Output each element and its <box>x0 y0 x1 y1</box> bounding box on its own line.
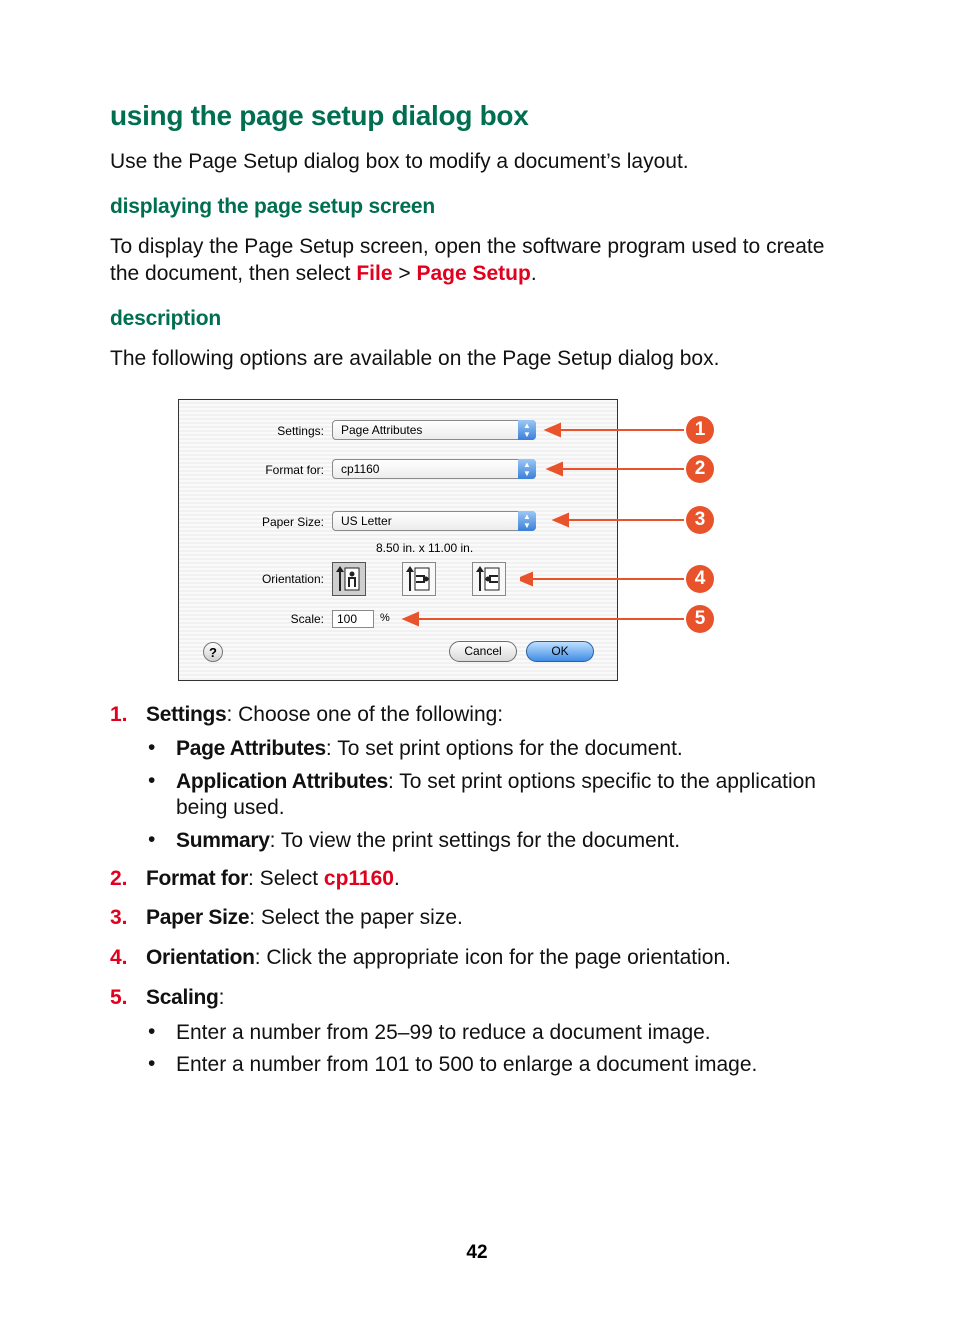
bullet-item <box>148 736 836 762</box>
orientation-label: Orientation: <box>261 572 324 586</box>
display-text-line2: the document, then select <box>110 262 357 285</box>
list-item-3 <box>110 906 463 930</box>
callout-4: 4 <box>686 565 714 593</box>
bullet-glyph: • <box>148 736 156 759</box>
list-number: 3. <box>110 906 128 929</box>
section-heading-description: description <box>110 307 221 330</box>
scale-label: Scale: <box>290 612 324 626</box>
callout-arrow-5-svg <box>400 600 690 640</box>
callout-1: 1 <box>686 416 714 444</box>
list-term: Paper Size <box>146 906 250 929</box>
format-for-popup[interactable] <box>332 459 536 479</box>
bullet-glyph: • <box>148 1020 156 1043</box>
list-number: 1. <box>110 703 128 726</box>
section-heading-display: displaying the page setup screen <box>110 195 436 218</box>
display-text-end: . <box>530 262 537 285</box>
display-text-line1: To display the Page Setup screen, open the software program used to create <box>110 235 825 258</box>
list-item-5 <box>110 986 224 1010</box>
paper-size-popup-value: US Letter <box>341 514 392 528</box>
menu-file-label: File <box>356 262 393 285</box>
list-item-2 <box>110 867 400 891</box>
list-term: Scaling <box>146 986 219 1009</box>
landscape-icon <box>403 563 435 595</box>
format-for-popup-value: cp1160 <box>341 462 380 476</box>
list-text: : <box>218 986 225 1009</box>
bullet-term: Application Attributes <box>176 770 388 793</box>
menu-page-setup-label: Page Setup <box>416 262 531 285</box>
list-term: Settings <box>146 703 227 726</box>
ok-button[interactable]: OK <box>526 641 594 662</box>
list-text: : Click the appropriate icon for the page orientation. <box>254 946 732 969</box>
section-display-text <box>110 233 870 287</box>
orientation-portrait-button[interactable] <box>332 562 366 596</box>
bullet-term: Page Attributes <box>176 737 326 760</box>
bullet-term: Summary <box>176 829 270 852</box>
scale-unit: % <box>380 612 390 624</box>
bullet-text: Enter a number from 25–99 to reduce a document image. <box>176 1021 711 1044</box>
list-term: Orientation <box>146 946 255 969</box>
list-text: : Select the paper size. <box>249 906 463 929</box>
reverse-landscape-icon <box>473 563 505 595</box>
format-for-label: Format for: <box>265 463 324 477</box>
popup-arrows-icon: ▲ ▼ <box>518 511 536 531</box>
paper-size-label: Paper Size: <box>261 515 324 529</box>
bullet-item <box>148 1020 836 1046</box>
list-number: 5. <box>110 986 128 1009</box>
bullet-glyph: • <box>148 769 156 792</box>
bullet-item <box>148 769 836 821</box>
bullet-text: : To set print options for the document. <box>325 737 683 760</box>
paper-dimensions: 8.50 in. x 11.00 in. <box>376 541 474 555</box>
bullet-text: Enter a number from 101 to 500 to enlarge a document image. <box>176 1053 758 1076</box>
bullet-text: : To view the print settings for the document. <box>269 829 681 852</box>
menu-separator: > <box>392 262 417 285</box>
callout-3: 3 <box>686 506 714 534</box>
bullet-glyph: • <box>148 828 156 851</box>
callout-arrowhead-5 <box>404 613 418 625</box>
callout-5: 5 <box>686 605 714 633</box>
bullet-item <box>148 828 836 854</box>
bullet-item <box>148 1052 836 1078</box>
bullet-glyph: • <box>148 1052 156 1075</box>
orientation-landscape-button[interactable] <box>402 562 436 596</box>
paper-size-popup[interactable] <box>332 511 536 531</box>
popup-arrows-icon: ▲ ▼ <box>518 459 536 479</box>
list-text-end: . <box>393 867 400 890</box>
scale-input[interactable]: 100 <box>332 610 374 628</box>
settings-label: Settings: <box>277 424 324 438</box>
list-number: 2. <box>110 867 128 890</box>
list-text: : Select <box>248 867 324 890</box>
list-item-4 <box>110 946 731 970</box>
portrait-icon <box>333 563 365 595</box>
settings-popup[interactable] <box>332 420 536 440</box>
callout-arrowhead-1 <box>546 424 560 436</box>
page-title: using the page setup dialog box <box>110 100 529 131</box>
orientation-reverse-landscape-button[interactable] <box>472 562 506 596</box>
printer-name: cp1160 <box>323 867 394 890</box>
settings-popup-value: Page Attributes <box>341 423 423 437</box>
help-button[interactable]: ? <box>203 642 223 662</box>
callout-arrowhead-4 <box>520 573 532 585</box>
callout-arrowhead-2 <box>548 463 562 475</box>
callout-arrowhead-3 <box>554 514 568 526</box>
intro-text: Use the Page Setup dialog box to modify a document’s layout. <box>110 150 689 173</box>
bullet-text: : To set print options specific to the application being used. <box>176 770 816 819</box>
description-text: The following options are available on the Page Setup dialog box. <box>110 347 720 370</box>
list-number: 4. <box>110 946 128 969</box>
cancel-button[interactable]: Cancel <box>449 641 517 662</box>
page-number: 42 <box>466 1242 488 1263</box>
callout-2: 2 <box>686 455 714 483</box>
list-item-1 <box>110 703 503 727</box>
list-text: : Choose one of the following: <box>226 703 504 726</box>
popup-arrows-icon: ▲ ▼ <box>518 420 536 440</box>
list-term: Format for <box>146 867 249 890</box>
